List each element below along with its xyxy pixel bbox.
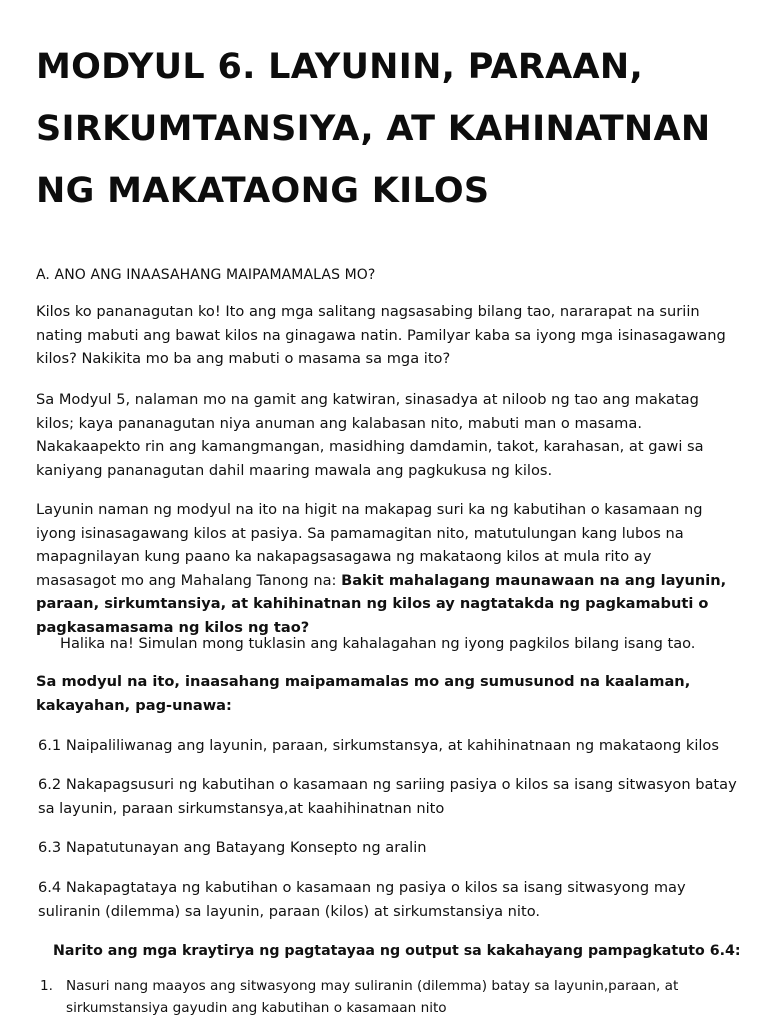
paragraph-modyul5: Sa Modyul 5, nalaman mo na gamit ang katwiran, sinasadya at niloob ng tao ang makatag kilos; kaya pananagutan niya anuman ang kalabasan nito, mabuti man o masama. Nakakaapekto rin ang kamangmangan, masidhing damdamin, takot, karahasan, at gawi sa kaniyang pananagutan dahil maaring mawala ang pagkukusa ng kilos. <box>36 391 704 479</box>
criteria-list <box>40 976 740 1019</box>
objectives-intro: Sa modyul na ito, inaasahang maipamamalas mo ang sumusunod na kaalaman, kakayahan, pag-unawa: <box>36 673 691 714</box>
criteria-heading: Narito ang mga kraytirya ng pagtatayaa ng output sa kakahayang pampagkatuto 6.4: <box>53 943 741 959</box>
objective-item: 6.4 Nakapagtataya ng kabutihan o kasamaan ng pasiya o kilos sa isang sitwasyong may suliranin (dilemma) sa layunin, paraan (kilos) at sirkumstansiya nito. <box>38 879 686 920</box>
module-title <box>36 36 736 222</box>
paragraph-halika: Halika na! Simulan mong tuklasin ang kahalagahan ng iyong pagkilos bilang isang tao. <box>60 635 696 652</box>
objective-item: 6.2 Nakapagsusuri ng kabutihan o kasamaan ng sariing pasiya o kilos sa isang sitwasyon batay sa layunin, paraan sirkumstansya,at kaahihinatnan nito <box>38 776 737 817</box>
section-heading: A. ANO ANG INAASAHANG MAIPAMAMALAS MO? <box>36 267 376 283</box>
document-page <box>36 36 741 1016</box>
paragraph-layunin-text: Layunin naman ng modyul na ito na higit na makapag suri ka ng kabutihan o kasamaan ng iyong isinasagawang kilos at pasiya. Sa pamamagitan nito, matutulungan kang lubos na mapagnilayan kung paano ka nakapagsasagawa ng makataong kilos at mula rito ay masasagot mo ang Mahalang Tanong na: <box>36 501 703 589</box>
title-line-2: SIRKUMTANSIYA, AT KAHINATNAN <box>36 109 711 149</box>
paragraph-layunin <box>36 498 736 639</box>
title-line-1: MODYUL 6. LAYUNIN, PARAAN, <box>36 47 644 87</box>
criteria-text: Nasuri nang maayos ang sitwasyong may suliranin (dilemma) batay sa layunin,paraan, at sirkumstansiya gayudin ang kabutihan o kasamaan nito <box>66 978 679 1016</box>
criteria-number: 1. <box>40 978 53 994</box>
objective-item: 6.3 Napatutunayan ang Batayang Konsepto ng aralin <box>38 839 427 856</box>
essential-question: Bakit mahalagang maunawaan na ang layunin, paraan, sirkumtansiya, at kahihinatnan ng kilos ay nagtatakda ng pagkamabuti o pagkasamasama ng kilos ng tao? <box>36 571 727 636</box>
paragraph-intro: Kilos ko pananagutan ko! Ito ang mga salitang nagsasabing bilang tao, nararapat na suriin nating mabuti ang bawat kilos na ginagawa natin. Pamilyar kaba sa iyong mga isinasagawang kilos? Nakikita mo ba ang mabuti o masama sa mga ito? <box>36 303 726 367</box>
title-line-3: NG MAKATAONG KILOS <box>36 171 490 211</box>
objective-item: 6.1 Naipaliliwanag ang layunin, paraan, sirkumstansya, at kahihinatnaan ng makataong kilos <box>38 737 719 754</box>
criteria-item <box>40 976 740 1019</box>
